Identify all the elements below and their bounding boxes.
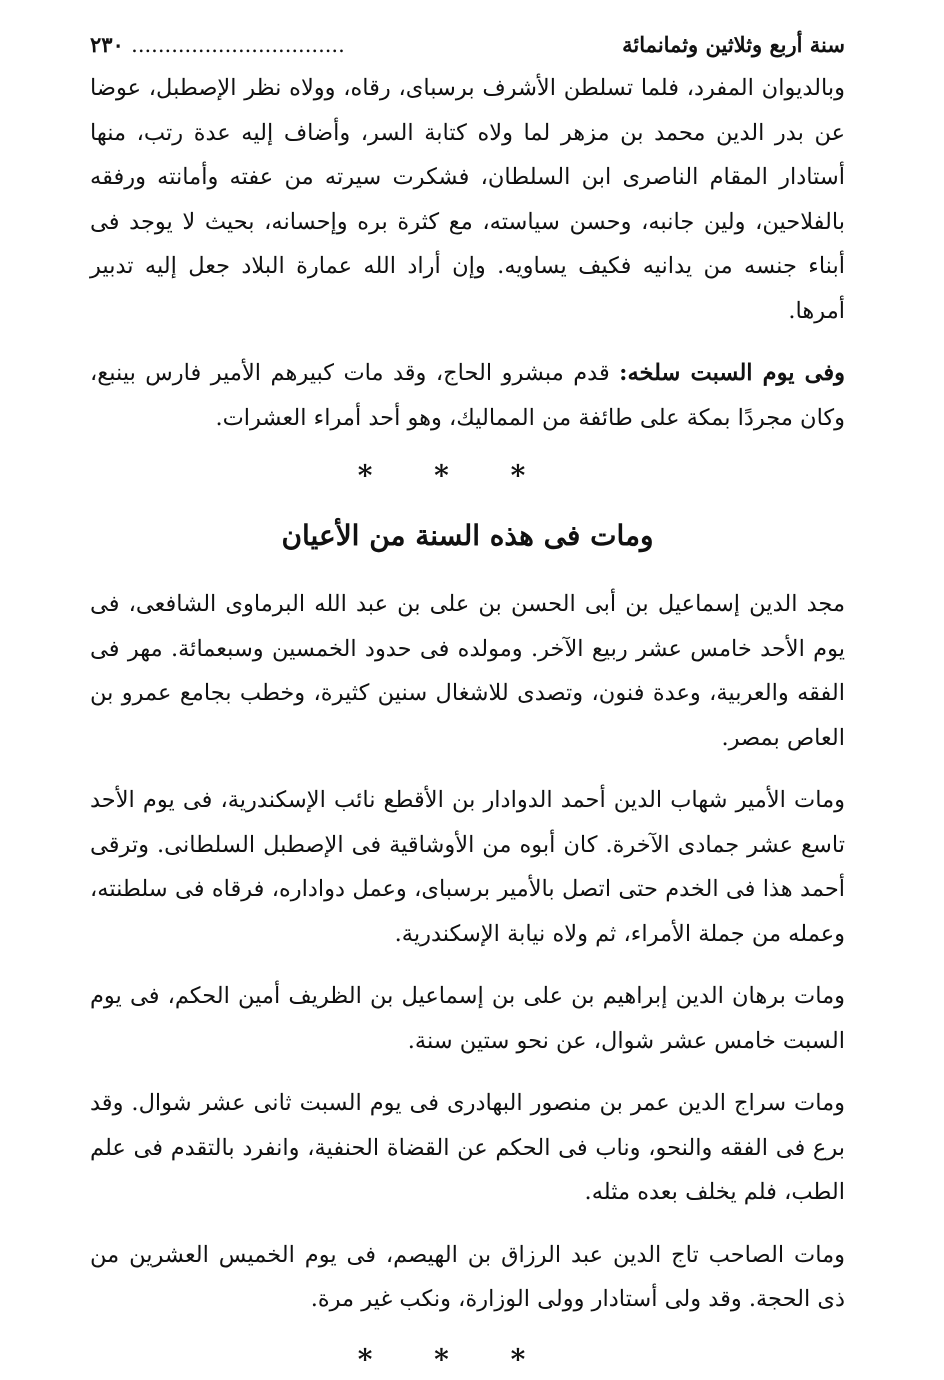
- book-page: [90, 28, 845, 1380]
- paragraph-body: قدم مبشرو الحاج، وقد مات كبيرهم الأمير فارس بينبع، وكان مجردًا بمكة على طائفة من المماليك، وهو أحد أمراء العشرات.: [90, 360, 845, 431]
- obituary-burhan-al-din: ومات برهان الدين إبراهيم بن على بن إسماعيل بن الظريف أمين الحكم، فى يوم السبت خامس عشر شوال، عن نحو ستين سنة.: [90, 983, 845, 1054]
- obituary-taj-al-din: ومات الصاحب تاج الدين عبد الرزاق بن الهيصم، فى يوم الخميس العشرين من ذى الحجة. وقد ولى أستادار وولى الوزارة، ونكب غير مرة.: [90, 1241, 845, 1312]
- section-separator-end: * * *: [357, 1342, 552, 1376]
- header-dot-leader: ................................: [131, 33, 345, 57]
- page-number: ٢٣٠: [90, 32, 124, 57]
- running-header-left: [90, 28, 345, 62]
- paragraph-lead-date: وفى يوم السبت سلخه:: [619, 360, 845, 386]
- obituary-siraj-al-din: ومات سراج الدين عمر بن منصور البهادرى فى يوم السبت ثانى عشر شوال. وقد برع فى الفقه والنحو، وناب فى الحكم عن القضاة الحنفية، وانفرد بالتقدم فى علم الطب، فلم يخلف بعده مثله.: [90, 1090, 845, 1205]
- obituary-shihab-al-din: ومات الأمير شهاب الدين أحمد الدوادار بن الأقطع نائب الإسكندرية، فى يوم الأحد تاسع عشر جمادى الآخرة. كان أبوه من الأوشاقية فى الإصطبل السلطانى. وترقى أحمد هذا فى الخدم حتى اتصل بالأمير برسباى، وعمل دواداره، فرقاه فى سلطنته، وعمله من جملة الأمراء، ثم ولاه نيابة الإسكندرية.: [90, 787, 845, 947]
- section-heading: ومات فى هذه السنة من الأعيان: [281, 519, 654, 552]
- running-header-title: سنة أربع وثلاثين وثمانمائة: [622, 32, 845, 57]
- paragraph-continuation: وبالديوان المفرد، فلما تسلطن الأشرف برسباى، رقاه، وولاه نظر الإصطبل، عوضا عن بدر الدين محمد بن مزهر لما ولاه كتابة السر، وأضاف إليه عدة رتب، منها أستادار المقام الناصرى ابن السلطان، فشكرت سيرته من عفته وأمانته ورفقه بالفلاحين، ولين جانبه، وحسن سياسته، مع كثرة بره وإحسانه، بحيث لا يوجد فى أبناء جنسه من يدانيه فكيف يساويه. وإن أراد الله عمارة البلاد جعل إليه تدبير أمرها.: [90, 75, 845, 324]
- paragraph-saturday-event: [90, 351, 845, 440]
- running-header: [90, 28, 845, 62]
- obituary-majd-al-din: مجد الدين إسماعيل بن أبى الحسن بن على بن عبد الله البرماوى الشافعى، فى يوم الأحد خامس عشر ربيع الآخر. ومولده فى حدود الخمسين وسبعمائة. مهر فى الفقه والعربية، وعدة فنون، وتصدى للاشغال سنين كثيرة، وخطب بجامع عمرو بن العاص بمصر.: [90, 591, 845, 751]
- section-separator: * * *: [357, 459, 552, 492]
